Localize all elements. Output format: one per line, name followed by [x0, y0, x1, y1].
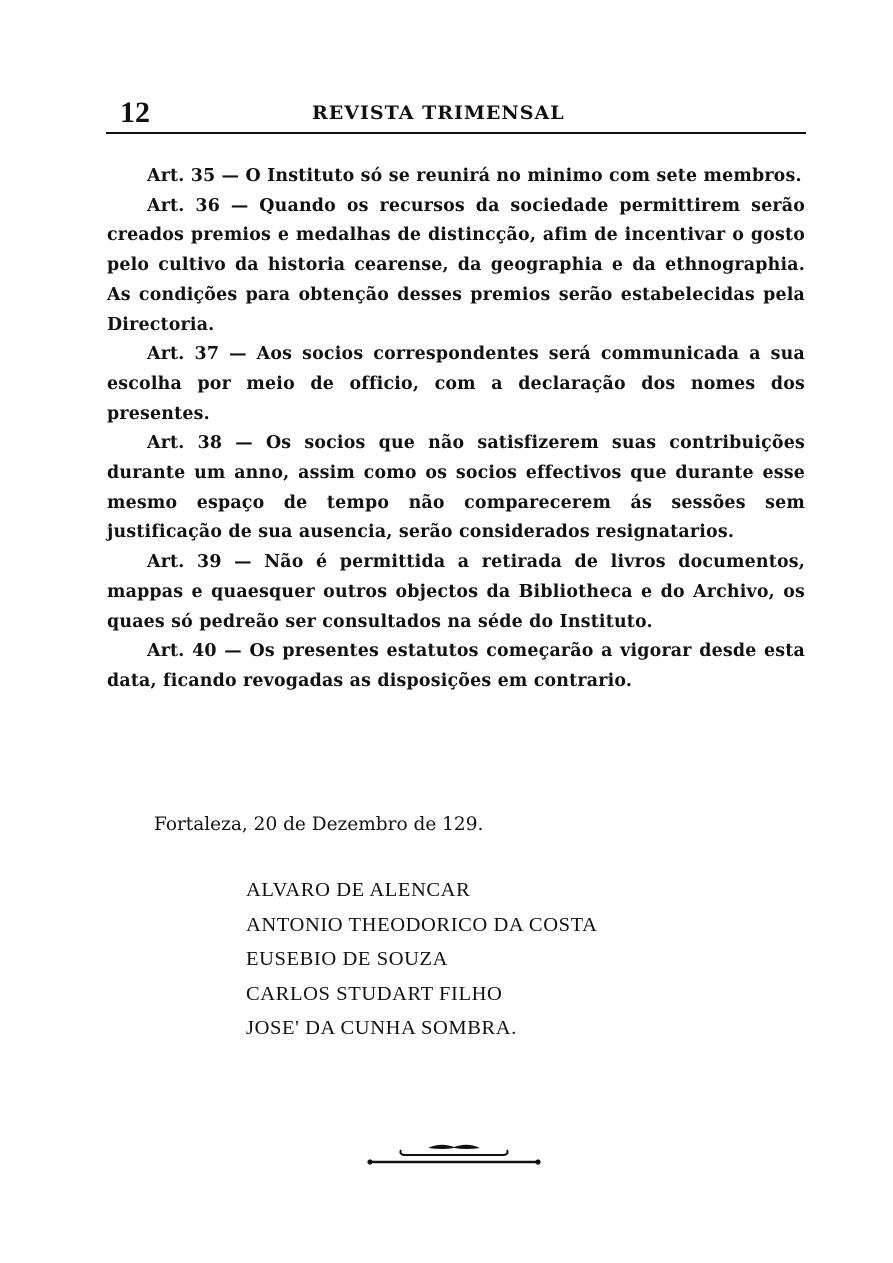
- dateline: Fortaleza, 20 de Dezembro de 129.: [154, 814, 484, 835]
- statute-articles: [107, 162, 805, 697]
- signatory: ANTONIO THEODORICO DA COSTA: [246, 913, 598, 936]
- running-title: REVISTA TRIMENSAL: [312, 102, 565, 124]
- signatory: EUSEBIO DE SOUZA: [246, 948, 449, 971]
- signatory: CARLOS STUDART FILHO: [246, 982, 503, 1005]
- page-number: 12: [120, 96, 150, 129]
- end-ornament-icon: [366, 1138, 542, 1168]
- signatories-list: [246, 873, 598, 1046]
- article-39: Art. 39 — Não é permittida a retirada de livros documentos, mappas e quaesquer outros objectos da Bibliotheca e do Archivo, os quaes só pedreão ser consultados na séde do Instituto.: [107, 552, 805, 632]
- article-40: Art. 40 — Os presentes estatutos começarão a vigorar desde esta data, ficando revogadas as disposições em contrario.: [107, 641, 805, 691]
- article-38: Art. 38 — Os socios que não satisfizerem suas contribuições durante um anno, assim como os socios effectivos que durante esse mesmo espaço de tempo não comparecerem ás sessões sem justificação de sua ausencia, serão considerados resignatarios.: [107, 433, 805, 543]
- article-35: Art. 35 — O Instituto só se reunirá no minimo com sete membros.: [147, 166, 802, 186]
- article-36: Art. 36 — Quando os recursos da sociedade permittirem serão creados premios e medalhas de distincção, afim de incentivar o gosto pelo cultivo da historia cearense, da geographia e da ethnographia. As condições para obtenção desses premios serão estabelecidas pela Directoria.: [107, 195, 805, 335]
- article-37: Art. 37 — Aos socios correspondentes será communicada a sua escolha por meio de officio, com a declaração dos nomes dos presentes.: [107, 344, 805, 424]
- signatory: ALVARO DE ALENCAR: [246, 879, 471, 901]
- page-header: [106, 96, 806, 134]
- signatory: JOSE' DA CUNHA SOMBRA.: [246, 1017, 517, 1040]
